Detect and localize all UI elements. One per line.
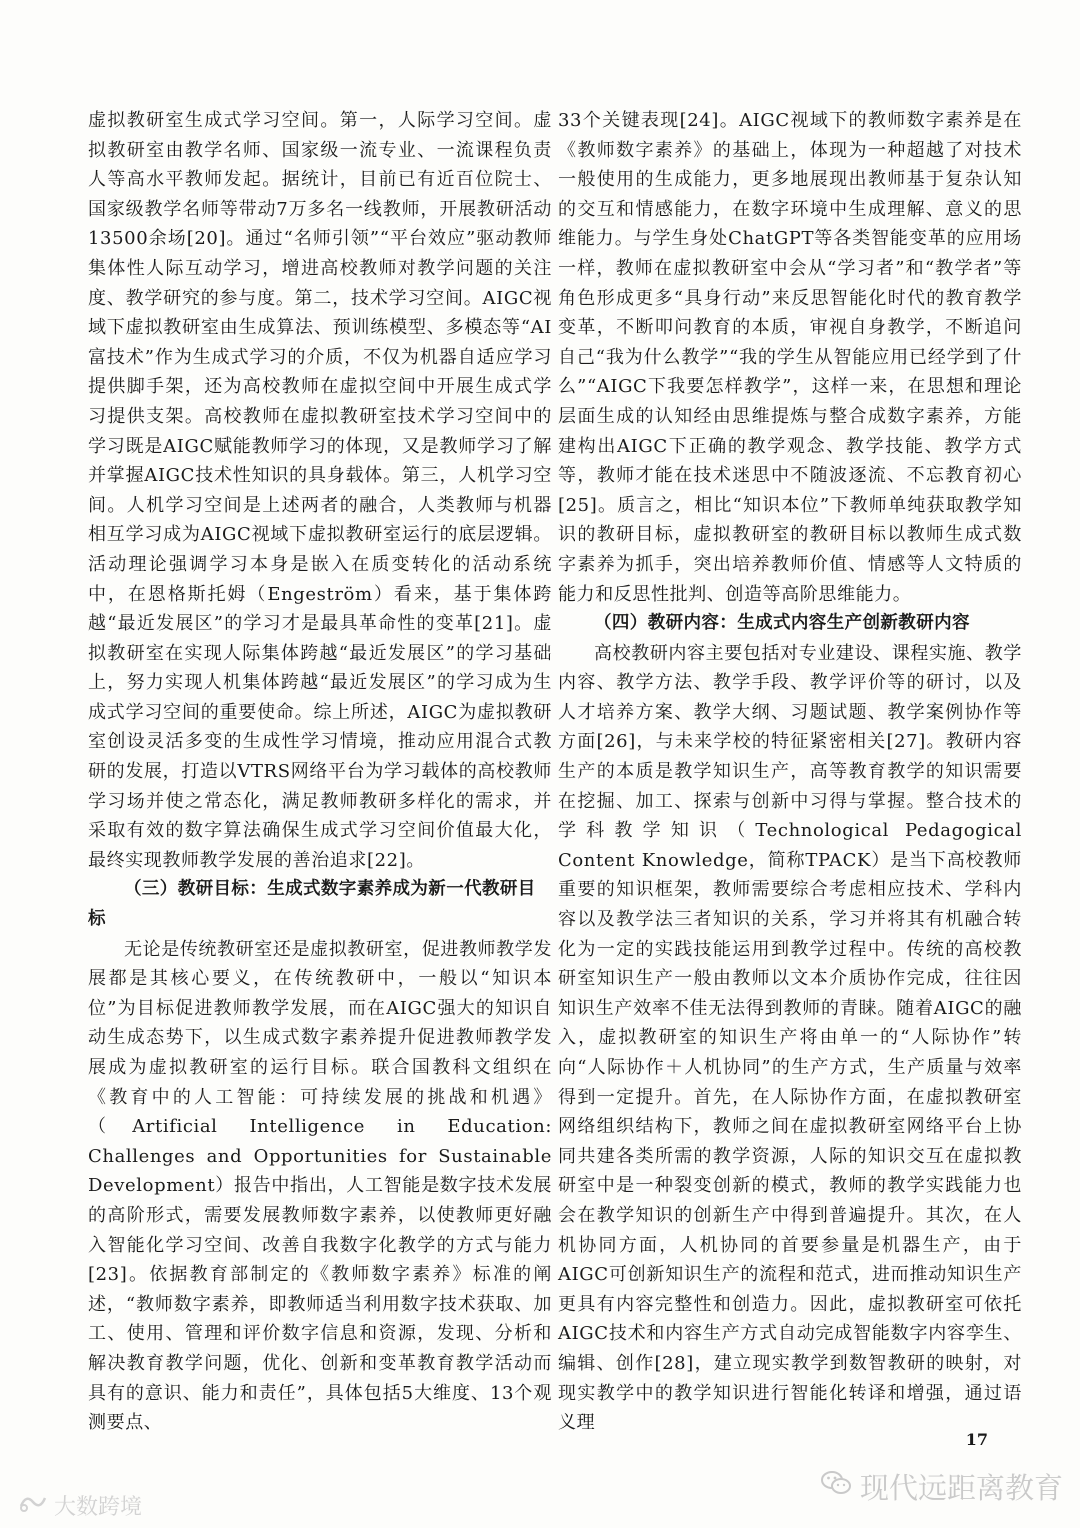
section-heading-4: （四）教研内容：生成式内容生产创新教研内容	[594, 613, 970, 634]
watermark-brand	[18, 1490, 142, 1521]
brand-logo-icon	[18, 1492, 48, 1520]
right-column	[558, 106, 1022, 1438]
section-heading-3: （三）教研目标：生成式数字素养成为新一代教研目标	[88, 879, 536, 930]
wechat-icon	[820, 1469, 852, 1504]
body-paragraph: 无论是传统教研室还是虚拟教研室，促进教师教学发展都是其核心要义，在传统教研中，一般以“知识本位”为目标促进教师教学发展，而在AIGC强大的知识自动生成态势下，以生成式数字素养提升促进教师教学发展成为虚拟教研室的运行目标。联合国教科文组织在《教育中的人工智能：可持续发展的挑战和机遇》（Artificial Intelligence in Education: Challenges and Opportunities for Sustainable Development）报告中指出，人工智能是数字技术发展的高阶形式，需要发展教师数字素养，以使教师更好融入智能化学习空间、改善自我数字化教学的方式与能力[23]。依据教育部制定的《教师数字素养》标准的阐述，“教师数字素养，即教师适当利用数字技术获取、加工、使用、管理和评价数字信息和资源，发现、分析和解决教育教学问题，优化、创新和变革教育教学活动而具有的意识、能力和责任”，具体包括5大维度、13个观测要点、	[88, 938, 552, 1434]
body-paragraph: 33个关键表现[24]。AIGC视域下的教师数字素养是在《教师数字素养》的基础上，体现为一种超越了对技术一般使用的生成能力，更多地展现出教师基于复杂认知的交互和情感能力，在数字环境中生成理解、意义的思维能力。与学生身处ChatGPT等各类智能变革的应用场一样，教师在虚拟教研室中会从“学习者”和“教学者”等角色形成更多“具身行动”来反思智能化时代的教育教学变革，不断叩问教育的本质，审视自身教学，不断追问自己“我为什么教学”“我的学生从智能应用已经学到了什么”“AIGC下我要怎样教学”，这样一来，在思想和理论层面生成的认知经由思维提炼与整合成数字素养，方能建构出AIGC下正确的教学观念、教学技能、教学方式等，教师才能在技术迷思中不随波逐流、不忘教育初心[25]。质言之，相比“知识本位”下教师单纯获取教学知识的教研目标，虚拟教研室的教研目标以教师生成式数字素养为抓手，突出培养教师价值、情感等人文特质的能力和反思性批判、创造等高阶思维能力。	[558, 110, 1022, 605]
body-paragraph: 虚拟教研室生成式学习空间。第一，人际学习空间。虚拟教研室由教学名师、国家级一流专业、一流课程负责人等高水平教师发起。据统计，目前已有近百位院士、国家级教学名师等带动7万多名一线教师，开展教研活动13500余场[20]。通过“名师引领”“平台效应”驱动教师集体性人际互动学习，增进高校教师对教学问题的关注度、教学研究的参与度。第二，技术学习空间。AIGC视域下虚拟教研室由生成算法、预训练模型、多模态等“AI富技术”作为生成式学习的介质，不仅为机器自适应学习提供脚手架，还为高校教师在虚拟空间中开展生成式学习提供支架。高校教师在虚拟教研室技术学习空间中的学习既是AIGC赋能教师学习的体现，又是教师学习了解并掌握AIGC技术性知识的具身载体。第三，人机学习空间。人机学习空间是上述两者的融合，人类教师与机器相互学习成为AIGC视域下虚拟教研室运行的底层逻辑。活动理论强调学习本身是嵌入在质变转化的活动系统中，在恩格斯托姆（Engeström）看来，基于集体跨越“最近发展区”的学习才是最具革命性的变革[21]。虚拟教研室在实现人际集体跨越“最近发展区”的学习基础上，努力实现人机集体跨越“最近发展区”的学习成为生成式学习空间的重要使命。综上所述，AIGC为虚拟教研室创设灵活多变的生成性学习情境，推动应用混合式教研的发展，打造以VTRS网络平台为学习载体的高校教师学习场并使之常态化，满足教师教研多样化的需求，并采取有效的数字算法确保生成式学习空间价值最大化，最终实现教师教学发展的善治追求[22]。	[88, 110, 552, 871]
watermark-text: 大数跨境	[54, 1495, 143, 1520]
page-number: 17	[965, 1430, 988, 1449]
left-column	[88, 106, 552, 1438]
body-paragraph: 高校教研内容主要包括对专业建设、课程实施、教学内容、教学方法、教学手段、教学评价等的研讨，以及人才培养方案、教学大纲、习题试题、教学案例协作等方面[26]，与未来学校的特征紧密相关[27]。教研内容生产的本质是教学知识生产，高等教育教学的知识需要在挖掘、加工、探索与创新中习得与掌握。整合技术的学科教学知识（Technological Pedagogical Content Knowledge，简称TPACK）是当下高校教师重要的知识框架，教师需要综合考虑相应技术、学科内容以及教学法三者知识的关系，学习并将其有机融合转化为一定的实践技能运用到教学过程中。传统的高校教研室知识生产一般由教师以文本介质协作完成，往往因知识生产效率不佳无法得到教师的青睐。随着AIGC的融入，虚拟教研室的知识生产将由单一的“人际协作”转向“人际协作＋人机协同”的生产方式，生产质量与效率得到一定提升。首先，在人际协作方面，在虚拟教研室网络组织结构下，教师之间在虚拟教研室网络平台上协同共建各类所需的教学资源，人际的知识交互在虚拟教研室中是一种裂变创新的模式，教师的教学实践能力也会在教学知识的创新生产中得到普遍提升。其次，在人机协同方面，人机协同的首要参量是机器生产，由于AIGC可创新知识生产的流程和范式，进而推动知识生产更具有内容完整性和创造力。因此，虚拟教研室可依托AIGC技术和内容生产方式自动完成智能数字内容孪生、编辑、创作[28]，建立现实教学到数智教研的映射，对现实教学中的教学知识进行智能化转译和增强，通过语义理	[558, 642, 1022, 1434]
watermark-text: 现代远距离教育	[860, 1471, 1064, 1505]
watermark-wechat	[820, 1466, 1063, 1507]
